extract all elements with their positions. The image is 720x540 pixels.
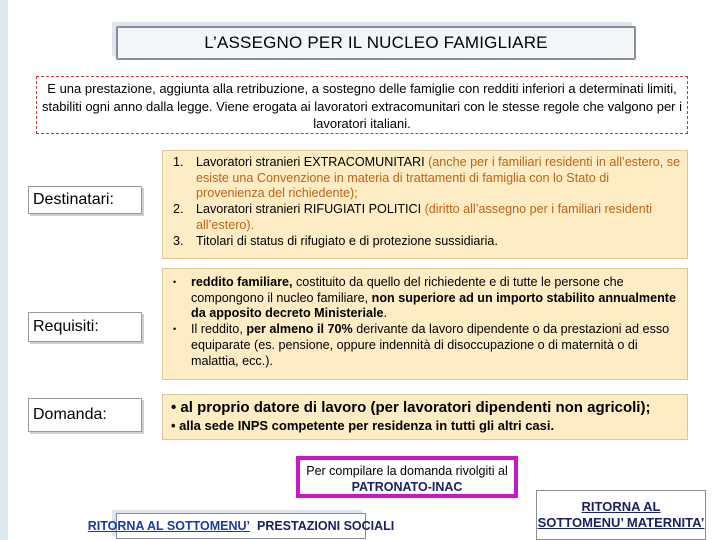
page-title: L’ASSEGNO PER IL NUCLEO FAMIGLIARE [204,33,548,52]
destinatari-label: Destinatari: [33,191,114,208]
destinatari-item-2 [163,202,687,233]
intro-box [36,76,688,134]
title-box [116,26,636,60]
destinatari-item-3 [163,234,687,250]
item-text: . [383,306,387,321]
destinatari-box [162,150,688,259]
destinatari-label-box [28,186,142,214]
requisiti-label: Requisiti: [33,318,99,335]
bullet-icon: • [173,324,177,335]
requisiti-box [162,268,688,380]
item-bold-text: reddito familiare, [191,275,293,289]
domanda-box [162,394,688,440]
item-number: 2. [173,202,184,217]
item-main-text: Lavoratori stranieri RIFUGIATI POLITICI [196,202,425,217]
left-accent-bar [0,0,8,540]
item-main-text: Lavoratori stranieri EXTRACOMUNITARI [196,155,429,169]
item-text: derivante da lavoro dipendente o da prestazioni ad esso equiparate (es. pensione, oppure indennità di disoccupazione o di maternità o di malattia, ecc.). [191,322,670,368]
requisiti-item-1 [163,275,687,322]
destinatari-item-1 [163,155,687,202]
item-text: Il reddito [191,322,240,337]
domanda-label: Domanda: [33,406,107,423]
domanda-label-box [28,398,142,432]
item-detail-text: (diritto all’assegno per i familiari residenti all’estero). [196,202,653,232]
item-number: 3. [173,233,184,248]
prestazioni-sociali-label: PRESTAZIONI SOCIALI [256,519,395,533]
item-text: costituito da quello del richiedente e di tutte le persone che compongono il nucleo familiare, [191,275,624,305]
item-detail-text: (anche per i familiari residenti in all’estero, se esiste una Convenzione in materia di trattamenti di famiglia con lo Stato di provenienza del richiedente); [196,155,681,201]
back-to-maternita-link[interactable]: RITORNA AL SOTTOMENU’ MATERNITA’ [537,499,705,530]
domanda-line-2: • alla sede INPS competente per residenza in tutti gli altri casi. [171,418,555,433]
domanda-line-1: • al proprio datore di lavoro (per lavoratori dipendenti non agricoli); [171,399,651,416]
item-main-text: Titolari di status di rifugiato e di protezione sussidiaria [196,233,495,248]
requisiti-label-box [28,312,142,342]
requisiti-item-2 [163,322,687,369]
bullet-icon: • [173,277,177,287]
patronato-box [296,456,518,498]
item-text: , [239,322,247,337]
nav-right-box [536,490,706,540]
patronato-name: PATRONATO-INAC [351,480,463,494]
patronato-text: Per compilare la domanda rivolgiti al [306,464,508,478]
item-detail-text: . [494,233,498,248]
nav-left-box [87,513,395,539]
intro-text: E una prestazione, aggiunta alla retribuzione, a sostegno delle famiglie con redditi inferiori a determinati limiti, stabiliti ogni anno dalla legge. Viene erogata ai lavoratori extracomunitari con le stesse regole che valgono per i lavoratori italiani. [41,81,683,131]
item-bold-text: non superiore ad un importo stabilito annualmente da apposito decreto Ministeriale [191,290,676,321]
item-bold-text: per almeno il 70% [246,322,353,337]
item-number: 1. [173,155,184,169]
back-to-submenu-link[interactable]: RITORNA AL SOTTOMENU’ [87,519,251,533]
